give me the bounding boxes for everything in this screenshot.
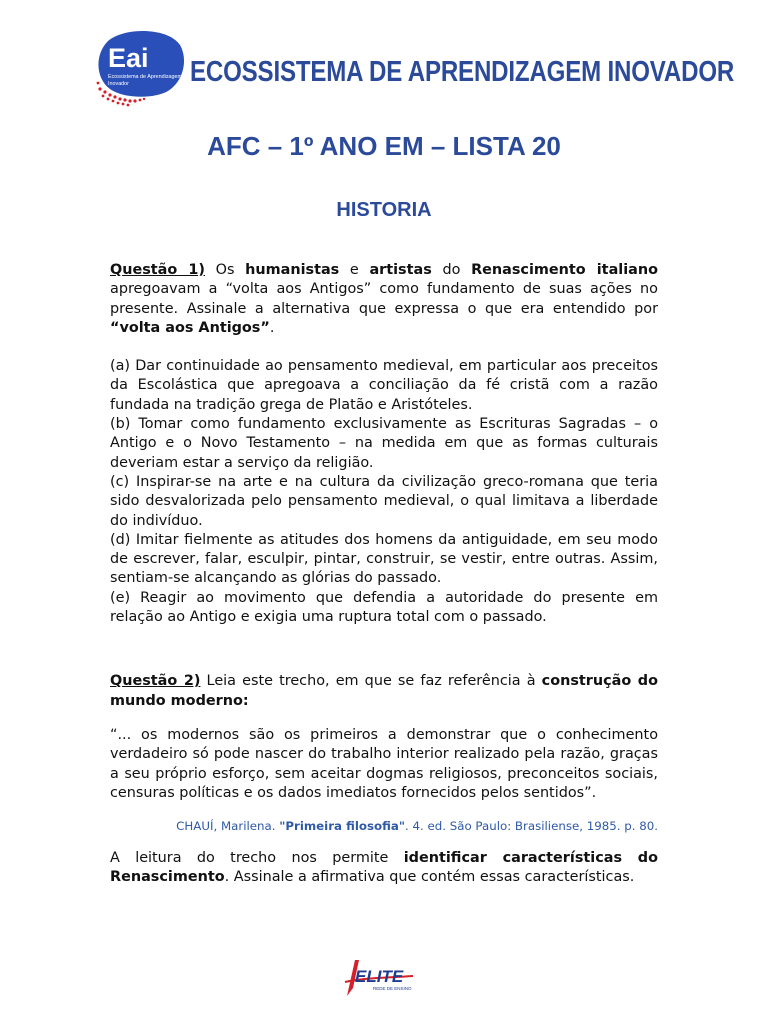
footer-logo-sub: REDE DE ENSINO [373, 986, 412, 991]
q1-humanistas: humanistas [245, 262, 340, 278]
q2-text-1: Leia este trecho, em que se faz referência à [200, 673, 542, 690]
logo-text: Eai [108, 43, 149, 73]
q2-citation [110, 818, 658, 834]
q2-quote: “... os modernos são os primeiros a demonstrar que o conhecimento verdadeiro só pode nascer do trabalho interior realizado pela razão, graças a seu próprio esforço, sem aceitar dogmas religiosos, preconceitos sociais, censuras políticas e os dados imediatos fornecidos pelos sentidos”. [110, 726, 658, 801]
doc-title: AFC – 1º ANO EM – LISTA 20 [207, 131, 561, 161]
q2-text-3: . Assinale a afirmativa que contém essas características. [224, 869, 635, 886]
citation-author: CHAUÍ, Marilena. [176, 819, 280, 834]
q1-option-e: (e) Reagir ao movimento que defendia a autoridade do presente em relação ao Antigo e exigia uma ruptura total com o passado. [110, 589, 658, 626]
q1-text-5: . [269, 319, 275, 336]
q1-option-d: (d) Imitar fielmente as atitudes dos homens da antiguidade, em seu modo de escrever, falar, esculpir, pintar, construir, se vestir, entre outras. Assim, sentiam-se alcançando as glórias do passado. [110, 531, 658, 587]
q1-text-3: do [431, 262, 472, 278]
q2-identificar: identificar características do Renascimento [110, 850, 658, 886]
question-1-label: Questão 1) [110, 262, 205, 278]
logo-subtitle-1: Ecossistema de Aprendizagem [108, 74, 183, 80]
q1-option-a: (a) Dar continuidade ao pensamento medieval, em particular aos preceitos da Escolástica que apregoava a conciliação da fé cristã com a razão fundada na tradição grega de Platão e Aristóteles. [110, 358, 658, 413]
citation-title: "Primeira filosofia" [279, 819, 405, 834]
elite-logo [343, 958, 419, 998]
q1-option-c: (c) Inspirar-se na arte e na cultura da civilização greco-romana que teria sido desvalorizada pelo pensamento medieval, o qual limitava a liberdade do indivíduo. [110, 473, 658, 529]
citation-details: . 4. ed. São Paulo: Brasiliense, 1985. p. 80. [404, 819, 658, 834]
q1-renascimento: Renascimento italiano [471, 262, 658, 278]
q1-option-b: (b) Tomar como fundamento exclusivamente as Escrituras Sagradas – o Antigo e o Novo Testamento – na medida em que as formas culturais deveriam estar a serviço da religião. [110, 416, 658, 471]
subject-title: HISTORIA [336, 199, 432, 221]
q2-text-2: A leitura do trecho nos permite [110, 850, 404, 867]
q1-text-1: Os [204, 262, 246, 278]
document-body [110, 261, 658, 888]
question-1-stem [110, 261, 658, 338]
q1-artistas: artistas [369, 262, 432, 278]
footer-logo-text: ELITE [355, 967, 404, 986]
q2-prompt [110, 849, 658, 888]
eai-logo [94, 29, 186, 107]
logo-subtitle-2: Inovador [108, 81, 129, 87]
q1-volta-aos-antigos: “volta aos Antigos” [110, 319, 270, 336]
q1-text-4: apregoavam a “volta aos Antigos” como fundamento de suas ações no presente. Assinale a alternativa que expressa o que era entendido por [110, 281, 658, 317]
question-2-stem [110, 672, 658, 711]
q2-construcao: construção do mundo moderno: [110, 673, 658, 709]
brand-title: ECOSSISTEMA DE APRENDIZAGEM INOVADOR [190, 56, 735, 88]
q1-text-2: e [339, 262, 370, 278]
question-2-label: Questão 2) [110, 673, 201, 690]
